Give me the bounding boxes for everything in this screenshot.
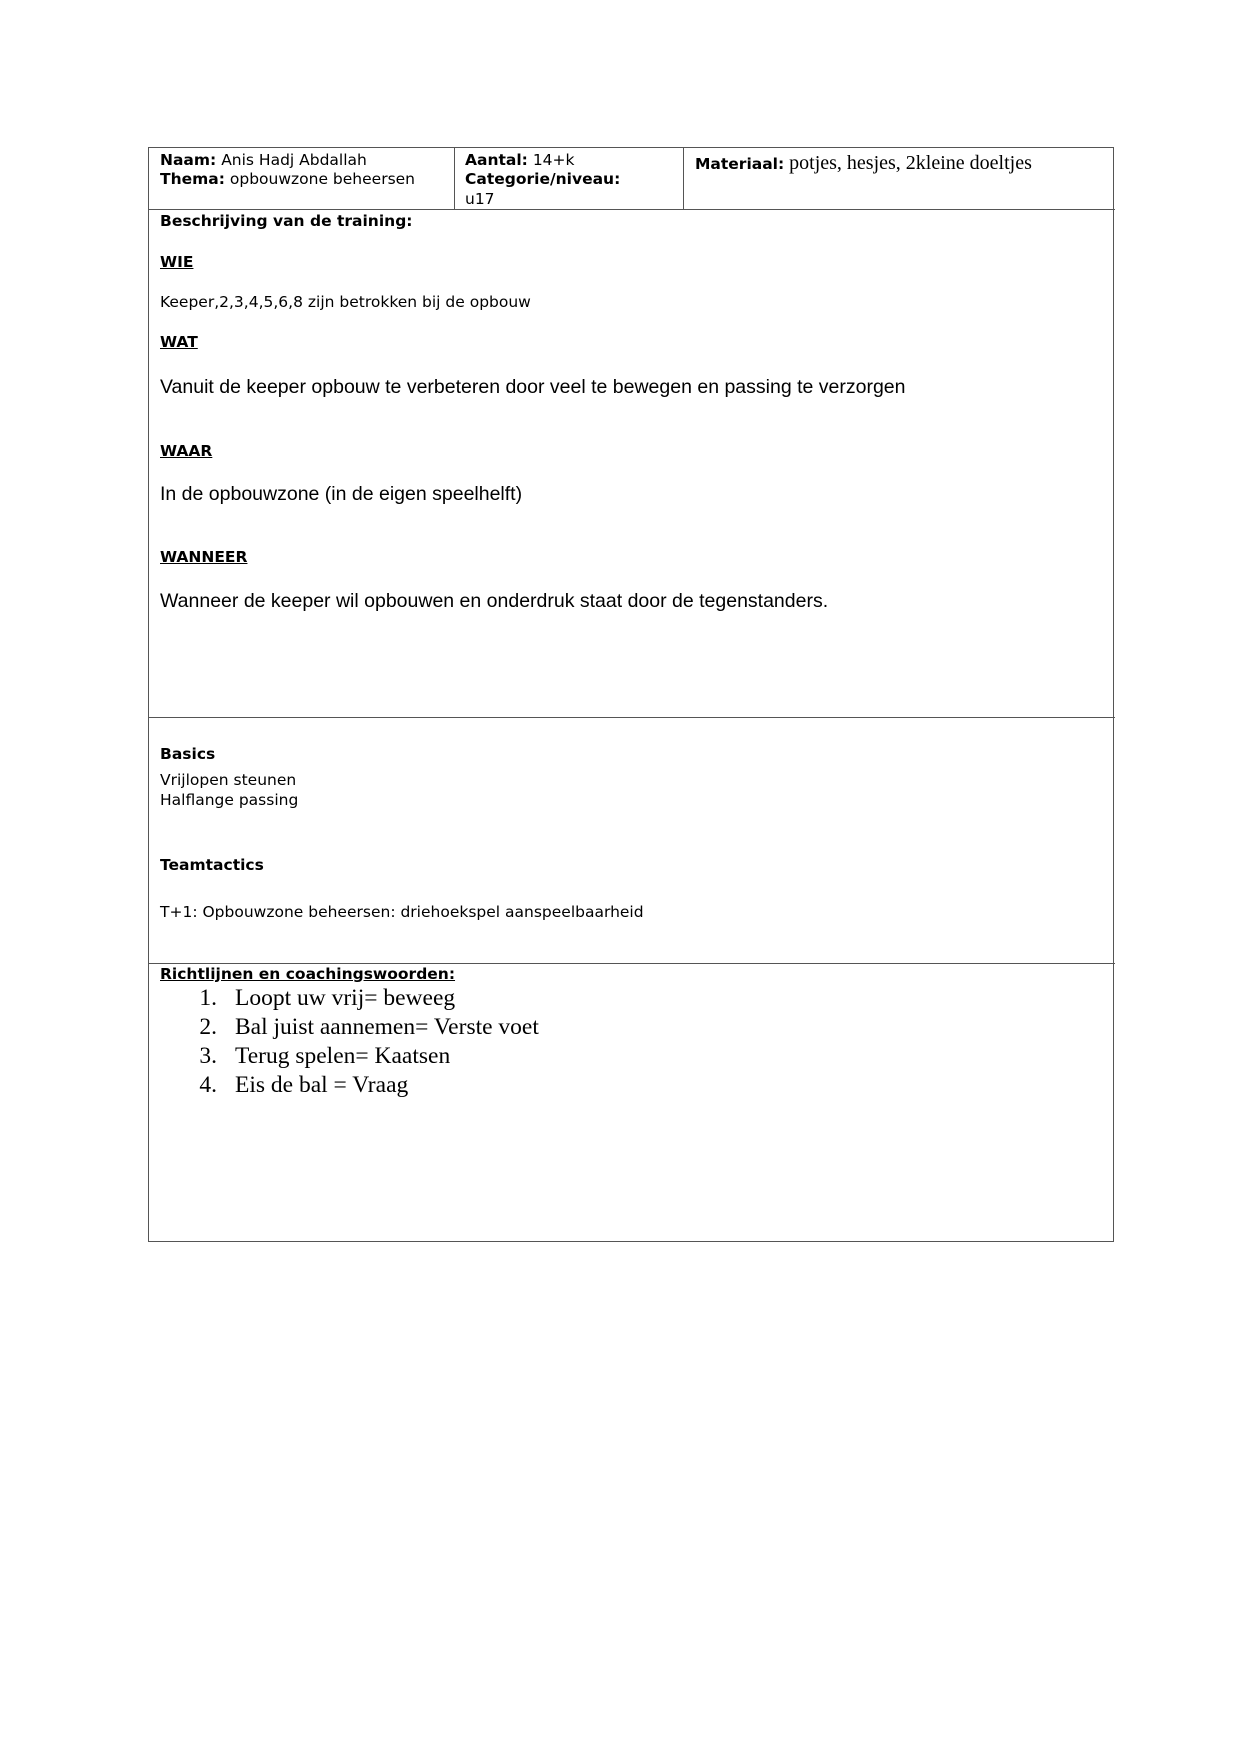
teamtactics-heading: Teamtactics [160, 856, 264, 874]
wanneer-text: Wanneer de keeper wil opbouwen en onderdruk staat door de tegenstanders. [160, 590, 829, 612]
wat-heading: WAT [160, 333, 198, 351]
categorie-label: Categorie/niveau: [465, 170, 621, 188]
coaching-item-text: Bal juist aannemen= Verste voet [235, 1014, 539, 1040]
coaching-item-text: Eis de bal = Vraag [235, 1072, 409, 1098]
waar-heading: WAAR [160, 442, 213, 460]
naam-value: Anis Hadj Abdallah [221, 151, 367, 169]
basics-item: Vrijlopen steunen [160, 771, 297, 789]
description-heading: Beschrijving van de training: [160, 212, 413, 230]
coaching-item-text: Loopt uw vrij= beweeg [235, 985, 456, 1011]
basics-item: Halflange passing [160, 791, 299, 809]
waar-text: In de opbouwzone (in de eigen speelhelft) [160, 483, 523, 505]
aantal-value: 14+k [532, 151, 575, 169]
column-divider-2 [683, 147, 684, 209]
naam-line [160, 151, 367, 169]
coaching-item-number: 3. [199, 1043, 217, 1069]
thema-line [160, 170, 415, 188]
materiaal-line [695, 151, 1032, 176]
wat-text: Vanuit de keeper opbouw te verbeteren door veel te bewegen en passing te verzorgen [160, 376, 906, 398]
aantal-label: Aantal: [465, 151, 528, 169]
column-divider-1 [454, 147, 455, 209]
coaching-item-number: 1. [199, 985, 217, 1011]
wie-text: Keeper,2,3,4,5,6,8 zijn betrokken bij de opbouw [160, 293, 531, 311]
coaching-heading: Richtlijnen en coachingswoorden: [160, 965, 456, 983]
row-divider-description [148, 717, 1115, 718]
thema-label: Thema: [160, 170, 225, 188]
aantal-line [465, 151, 575, 169]
row-divider-header [148, 209, 1115, 210]
basics-heading: Basics [160, 745, 216, 763]
teamtactics-text: T+1: Opbouwzone beheersen: driehoekspel aanspeelbaarheid [160, 903, 644, 921]
categorie-value: u17 [465, 190, 495, 208]
materiaal-label: Materiaal: [695, 155, 785, 173]
coaching-item-text: Terug spelen= Kaatsen [235, 1043, 451, 1069]
coaching-item-number: 4. [199, 1072, 217, 1098]
materiaal-value: potjes, hesjes, 2kleine doeltjes [789, 152, 1032, 174]
wanneer-heading: WANNEER [160, 548, 248, 566]
thema-value: opbouwzone beheersen [229, 170, 416, 188]
naam-label: Naam: [160, 151, 217, 169]
coaching-item-number: 2. [199, 1014, 217, 1040]
wie-heading: WIE [160, 253, 194, 271]
row-divider-basics [148, 963, 1115, 964]
